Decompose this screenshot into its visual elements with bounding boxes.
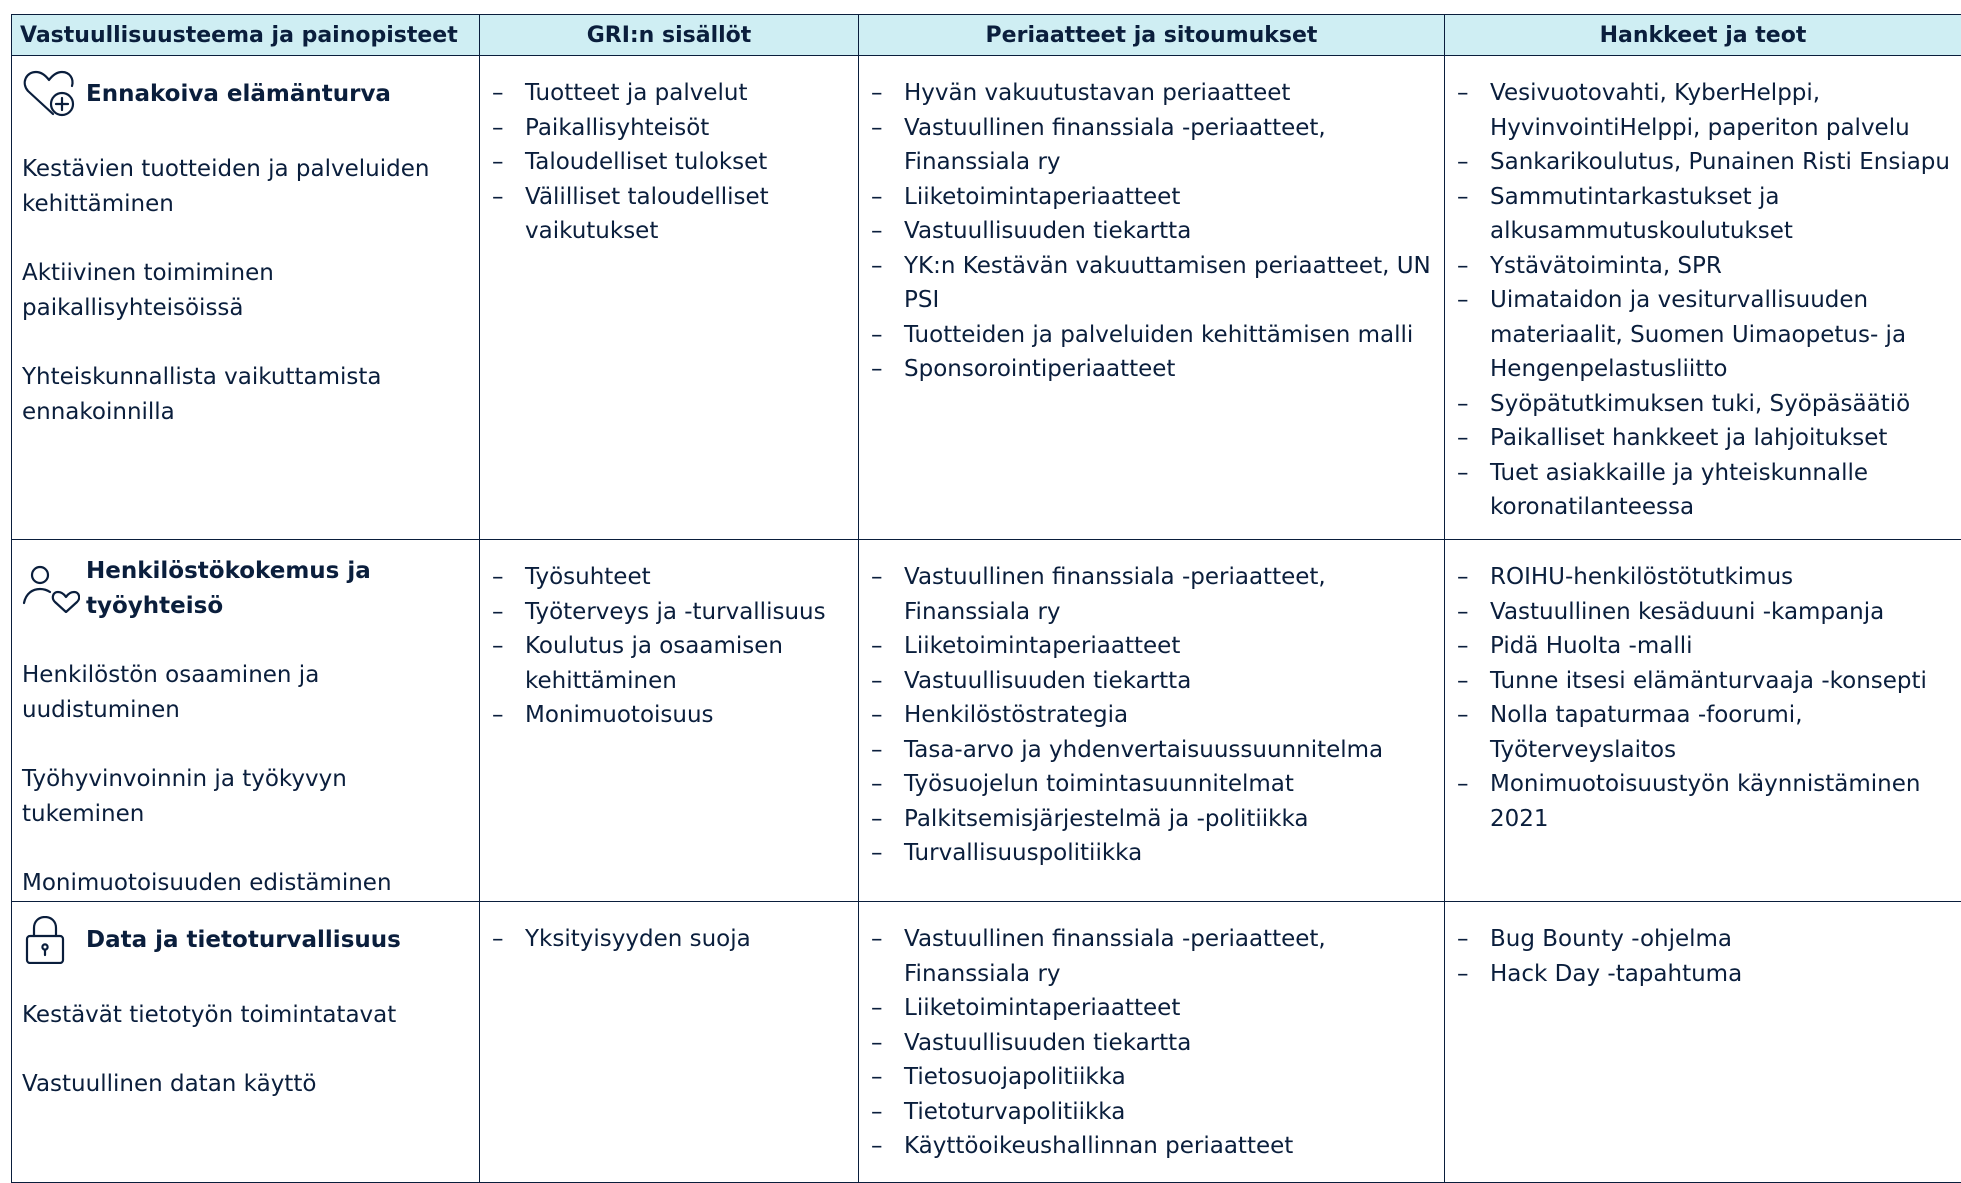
list-item: – Tuotteet ja palvelut [492, 76, 852, 111]
focus-area: Monimuotoisuuden edistäminen [22, 866, 471, 901]
list-item: – Tietoturvapolitiikka [871, 1095, 1438, 1130]
list-item: – Liiketoimintaperiaatteet [871, 180, 1438, 215]
focus-area: Kestävät tietotyön toimintatavat [22, 998, 471, 1033]
header-row [12, 15, 1961, 56]
responsibility-table [11, 14, 1961, 1183]
list-item: – Pidä Huolta -malli [1457, 629, 1955, 664]
theme-title: Data ja tietoturvallisuus [86, 923, 401, 958]
gri-cell [480, 540, 859, 902]
list-item: – Koulutus ja osaamisen kehittäminen [492, 629, 852, 698]
theme-cell [12, 540, 480, 902]
list-item: – Tuet asiakkaille ja yhteiskunnalle koronatilanteessa [1457, 456, 1955, 525]
gri-cell [480, 56, 859, 540]
focus-area: Kestävien tuotteiden ja palveluiden kehittäminen [22, 152, 471, 222]
list-item: – Liiketoimintaperiaatteet [871, 991, 1438, 1026]
lock-icon [22, 916, 80, 964]
actions-list [1445, 56, 1961, 525]
gri-list [480, 902, 858, 957]
actions-list [1445, 540, 1961, 836]
gri-list [480, 540, 858, 733]
theme-title: Ennakoiva elämänturva [86, 77, 391, 112]
table-row [12, 56, 1961, 540]
list-item: – Turvallisuuspolitiikka [871, 836, 1438, 871]
principles-cell [859, 902, 1445, 1183]
focus-area: Työhyvinvoinnin ja työkyvyn tukeminen [22, 762, 471, 832]
focus-areas [22, 998, 471, 1102]
list-item: – Käyttöoikeushallinnan periaatteet [871, 1129, 1438, 1164]
list-item: – Vesivuotovahti, KyberHelppi, HyvinvointiHelppi, paperiton palvelu [1457, 76, 1955, 145]
header-gri: GRI:n sisällöt [480, 15, 859, 56]
actions-cell [1445, 540, 1961, 902]
list-item: – Nolla tapaturmaa -foorumi, Työterveyslaitos [1457, 698, 1955, 767]
list-item: – Työsuojelun toimintasuunnitelmat [871, 767, 1438, 802]
list-item: – Tasa-arvo ja yhdenvertaisuussuunnitelma [871, 733, 1438, 768]
list-item: – Tuotteiden ja palveluiden kehittämisen malli [871, 318, 1438, 353]
theme-cell [12, 56, 480, 540]
principles-list [859, 56, 1444, 387]
list-item: – Hyvän vakuutustavan periaatteet [871, 76, 1438, 111]
list-item: – Taloudelliset tulokset [492, 145, 852, 180]
list-item: – Hack Day -tapahtuma [1457, 957, 1955, 992]
actions-list [1445, 902, 1961, 991]
principles-list [859, 540, 1444, 871]
header-actions: Hankkeet ja teot [1445, 15, 1961, 56]
focus-area: Vastuullinen datan käyttö [22, 1067, 471, 1102]
list-item: – Uimataidon ja vesiturvallisuuden materiaalit, Suomen Uimaopetus- ja Hengenpelastusliitto [1457, 283, 1955, 387]
list-item: – Vastuullinen finanssiala -periaatteet, Finanssiala ry [871, 560, 1438, 629]
principles-list [859, 902, 1444, 1164]
list-item: – Vastuullinen finanssiala -periaatteet, Finanssiala ry [871, 111, 1438, 180]
list-item: – Työsuhteet [492, 560, 852, 595]
list-item: – Bug Bounty -ohjelma [1457, 922, 1955, 957]
list-item: – Vastuullisuuden tiekartta [871, 214, 1438, 249]
list-item: – Vastuullinen kesäduuni -kampanja [1457, 595, 1955, 630]
heart-plus-icon [22, 70, 80, 118]
table-row [12, 540, 1961, 902]
list-item: – Syöpätutkimuksen tuki, Syöpäsäätiö [1457, 387, 1955, 422]
header-theme: Vastuullisuusteema ja painopisteet [12, 15, 480, 56]
table-row [12, 902, 1961, 1183]
principles-cell [859, 56, 1445, 540]
person-heart-icon [22, 565, 80, 613]
list-item: – Tietosuojapolitiikka [871, 1060, 1438, 1095]
list-item: – Välilliset taloudelliset vaikutukset [492, 180, 852, 249]
list-item: – Vastuullinen finanssiala -periaatteet, Finanssiala ry [871, 922, 1438, 991]
list-item: – Työterveys ja -turvallisuus [492, 595, 852, 630]
list-item: – Paikallisyhteisöt [492, 111, 852, 146]
actions-cell [1445, 902, 1961, 1183]
gri-list [480, 56, 858, 249]
focus-area: Henkilöstön osaaminen ja uudistuminen [22, 658, 471, 728]
list-item: – Sankarikoulutus, Punainen Risti Ensiapu [1457, 145, 1955, 180]
list-item: – Sponsorointiperiaatteet [871, 352, 1438, 387]
principles-cell [859, 540, 1445, 902]
list-item: – Vastuullisuuden tiekartta [871, 1026, 1438, 1061]
list-item: – Sammutintarkastukset ja alkusammutuskoulutukset [1457, 180, 1955, 249]
list-item: – Paikalliset hankkeet ja lahjoitukset [1457, 421, 1955, 456]
focus-areas [22, 658, 471, 901]
list-item: – Yksityisyyden suoja [492, 922, 852, 957]
list-item: – Tunne itsesi elämänturvaaja -konsepti [1457, 664, 1955, 699]
list-item: – Vastuullisuuden tiekartta [871, 664, 1438, 699]
header-principles: Periaatteet ja sitoumukset [859, 15, 1445, 56]
theme-cell [12, 902, 480, 1183]
list-item: – Henkilöstöstrategia [871, 698, 1438, 733]
list-item: – Ystävätoiminta, SPR [1457, 249, 1955, 284]
list-item: – YK:n Kestävän vakuuttamisen periaatteet, UN PSI [871, 249, 1438, 318]
list-item: – Monimuotoisuustyön käynnistäminen 2021 [1457, 767, 1955, 836]
gri-cell [480, 902, 859, 1183]
list-item: – Monimuotoisuus [492, 698, 852, 733]
focus-area: Yhteiskunnallista vaikuttamista ennakoinnilla [22, 360, 471, 430]
focus-areas [22, 152, 471, 430]
list-item: – Liiketoimintaperiaatteet [871, 629, 1438, 664]
focus-area: Aktiivinen toimiminen paikallisyhteisöissä [22, 256, 471, 326]
theme-title: Henkilöstökokemus ja työyhteisö [86, 554, 471, 624]
actions-cell [1445, 56, 1961, 540]
list-item: – ROIHU-henkilöstötutkimus [1457, 560, 1955, 595]
list-item: – Palkitsemisjärjestelmä ja -politiikka [871, 802, 1438, 837]
